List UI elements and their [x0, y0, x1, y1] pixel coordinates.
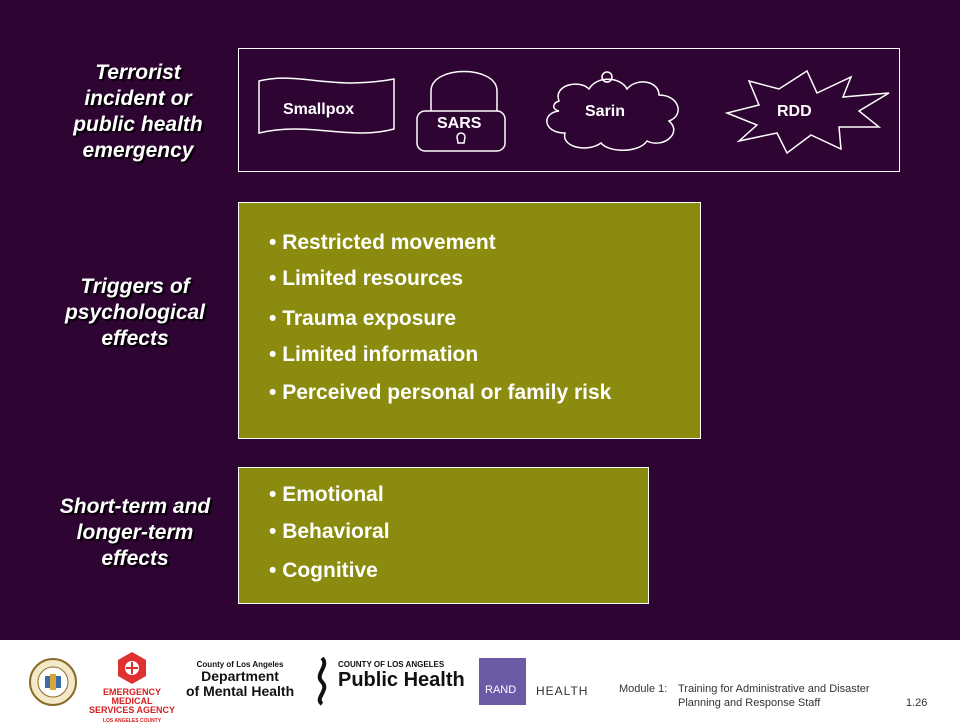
incident-label-line: public health	[73, 113, 203, 136]
incident-label-line: emergency	[82, 139, 194, 162]
list-item: • Limited information	[269, 343, 478, 367]
module-title-2: Planning and Response Staff	[678, 697, 821, 709]
hazard-sars: SARS	[437, 115, 482, 132]
ph-name: Public Health	[338, 669, 465, 691]
dmh-line2: of Mental Health	[186, 683, 295, 699]
list-item: • Limited resources	[269, 267, 463, 291]
triggers-box	[238, 202, 701, 439]
public-health-logo	[338, 660, 465, 691]
page-number: 1.26	[906, 697, 928, 709]
mental-health-logo	[186, 660, 294, 699]
list-item: • Restricted movement	[269, 231, 496, 255]
hazard-rdd: RDD	[777, 103, 812, 120]
ems-name: EMERGENCY MEDICAL	[102, 687, 161, 706]
triggers-label-line: psychological	[64, 301, 206, 324]
ems-sub: LOS ANGELES COUNTY	[102, 718, 162, 724]
list-item: • Trauma exposure	[269, 307, 456, 331]
list-item: • Perceived personal or family risk	[269, 381, 611, 405]
keyhole-icon	[457, 133, 465, 143]
rand-health-text: HEALTH	[536, 684, 589, 698]
module-title-1: Training for Administrative and Disaster	[678, 683, 870, 695]
list-item: • Emotional	[269, 483, 384, 507]
sars-padlock-shape	[431, 72, 497, 112]
dmh-line1: Department	[201, 668, 279, 684]
effects-label-line: effects	[101, 547, 169, 570]
triggers-label-line: effects	[101, 327, 169, 350]
list-item: • Cognitive	[269, 559, 378, 583]
dmh-small: County of Los Angeles	[196, 660, 284, 669]
module-label: Module 1:	[619, 683, 668, 695]
effects-label-line: Short-term and	[59, 495, 211, 518]
footer	[0, 640, 960, 724]
hazard-smallpox: Smallpox	[283, 101, 355, 118]
effects-box	[238, 467, 649, 604]
incident-label	[48, 60, 228, 164]
triggers-label	[45, 274, 225, 352]
effects-label	[40, 494, 230, 572]
ems-name-2: SERVICES AGENCY	[88, 705, 176, 715]
public-health-figure-icon	[310, 656, 334, 706]
incident-label-line: incident or	[84, 87, 192, 110]
effects-label-line: longer-term	[76, 521, 194, 544]
ph-small: COUNTY OF LOS ANGELES	[338, 660, 445, 669]
incident-label-line: Terrorist	[95, 61, 181, 84]
ems-agency-text	[86, 688, 178, 726]
triggers-label-line: Triggers of	[80, 275, 190, 298]
hazard-sarin: Sarin	[585, 103, 626, 120]
ems-agency-logo	[90, 650, 174, 686]
rand-text: RAND	[485, 684, 517, 696]
sarin-face-icon	[602, 72, 612, 82]
list-item: • Behavioral	[269, 520, 390, 544]
hazards-box	[238, 48, 900, 172]
la-county-seal-logo	[28, 657, 78, 707]
rand-logo	[479, 658, 526, 705]
